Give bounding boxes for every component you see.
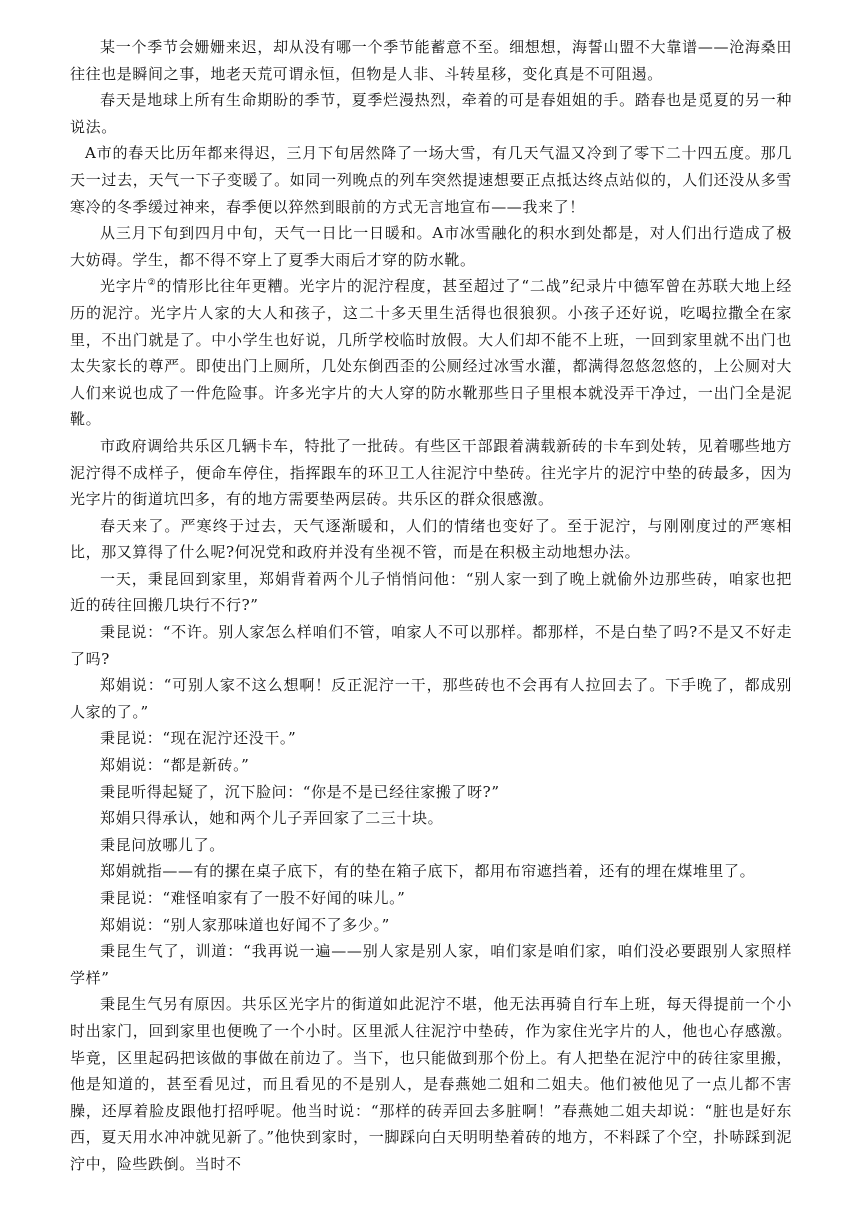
paragraph-5-body: 的情形比往年更糟。光字片的泥泞程度，甚至超过了“二战”纪录片中德军曾在苏联大地上经历的泥泞。光字片人家的大人和孩子，这二十多天里生活得也很狼狈。小孩子还好说，吃喝拉撒全在家里，不出门就是了。中小学生也好说，几所学校临时放假。大人们却不能不上班，一回到家里就不出门也太失家长的尊严。即使出门上厕所，几处东倒西歪的公厕经过冰雪水灌，都满得忽悠忽悠的，上公厕对大人们来说也成了一件危险事。许多光字片的大人穿的防水靴那些日子里根本就没弄干净过，一出门全是泥靴。 [70, 277, 792, 429]
paragraph-6: 市政府调给共乐区几辆卡车，特批了一批砖。有些区干部跟着满载新砖的卡车到处转，见着哪些地方泥泞得不成样子，便命车停住，指挥跟车的环卫工人往泥泞中垫砖。往光字片的泥泞中垫的砖最多，因为光字片的街道坑凹多，有的地方需要垫两层砖。共乐区的群众很感激。 [70, 436, 792, 509]
paragraph-7: 春天来了。严寒终于过去，天气逐渐暖和，人们的情绪也变好了。至于泥泞，与刚刚度过的严寒相比，那又算得了什么呢?何况党和政府并没有坐视不管，而是在积极主动地想办法。 [70, 516, 792, 562]
paragraph-14: 郑娟只得承认，她和两个儿子弄回家了二三十块。 [100, 809, 444, 828]
paragraph-19: 秉昆生气了，训道：“我再说一遍——别人家是别人家，咱们家是咱们家，咱们没必要跟别人家照样学样” [70, 942, 792, 987]
paragraph-5-lead: 光字片 [100, 277, 148, 296]
paragraph-11: 秉昆说：“现在泥泞还没干。” [100, 729, 297, 748]
paragraph-18: 郑娟说：“别人家那味道也好闻不了多少。” [100, 915, 390, 934]
paragraph-17: 秉昆说：“难怪咱家有了一股不好闻的味儿。” [100, 889, 406, 907]
paragraph-1: 某一个季节会姗姗来迟，却从没有哪一个季节能蓄意不至。细想想，海誓山盟不大靠谱——沧海桑田往往也是瞬间之事，地老天荒可谓永恒，但物是人非、斗转星移，变化真是不可阻遏。 [70, 38, 792, 83]
paragraph-4: 从三月下旬到四月中旬，天气一日比一日暖和。A市冰雪融化的积水到处都是，对人们出行造成了极大妨碍。学生，都不得不穿上了夏季大雨后才穿的防水靴。 [70, 224, 792, 269]
paragraph-13: 秉昆听得起疑了，沉下脸问：“你是不是已经往家搬了呀?” [100, 782, 500, 801]
paragraph-16: 郑娟就指——有的摞在桌子底下，有的垫在箱子底下，都用布帘遮挡着，还有的埋在煤堆里了。 [100, 862, 756, 881]
paragraph-10: 郑娟说：“可别人家不这么想啊！反正泥泞一干，那些砖也不会再有人拉回去了。下手晚了，都成别人家的了。” [70, 676, 792, 721]
paragraph-9: 秉昆说：“不许。别人家怎么样咱们不管，咱家人不可以那样。都那样，不是白垫了吗?不是又不好走了吗? [70, 623, 792, 668]
footnote-marker: ② [147, 278, 157, 289]
paragraph-2: 春天是地球上所有生命期盼的季节，夏季烂漫热烈，牵着的可是春姐姐的手。踏春也是觅夏的另一种说法。 [70, 91, 792, 136]
paragraph-8: 一天，秉昆回到家里，郑娟背着两个儿子悄悄问他：“别人家一到了晚上就偷外边那些砖，咱家也把近的砖往回搬几块行不行?” [70, 569, 792, 615]
paragraph-3: A市的春天比历年都来得迟，三月下旬居然降了一场大雪，有几天气温又冷到了零下二十四五度。那几天一过去，天气一下子变暖了。如同一列晚点的列车突然提速想要正点抵达终点站似的，人们还没从多雪寒冷的冬季缓过神来，春季便以猝然到眼前的方式无言地宣布——我来了！ [70, 144, 792, 216]
paragraph-15: 秉昆问放哪儿了。 [100, 835, 225, 854]
paragraph-20: 秉昆生气另有原因。共乐区光字片的街道如此泥泞不堪，他无法再骑自行车上班，每天得提前一个小时出家门，回到家里也便晚了一个小时。区里派人往泥泞中垫砖，作为家住光字片的人，他也心存感激。毕竟，区里起码把该做的事做在前边了。当下，也只能做到那个份上。有人把垫在泥泞中的砖往家里搬，他是知道的，甚至看见过，而且看见的不是别人，是春燕她二姐和二姐夫。他们被他见了一点儿都不害臊，还厚着脸皮跟他打招呼呢。他当时说：“那样的砖弄回去多脏啊！”春燕她二姐夫却说：“脏也是好东西，夏天用水冲冲就见新了。”他快到家时，一脚踩向白天明明垫着砖的地方，不料踩了个空，扑哧踩到泥泞中，险些跌倒。当时不 [70, 995, 792, 1173]
paragraph-12: 郑娟说：“都是新砖。” [100, 756, 250, 775]
paragraph-5 [70, 273, 792, 433]
